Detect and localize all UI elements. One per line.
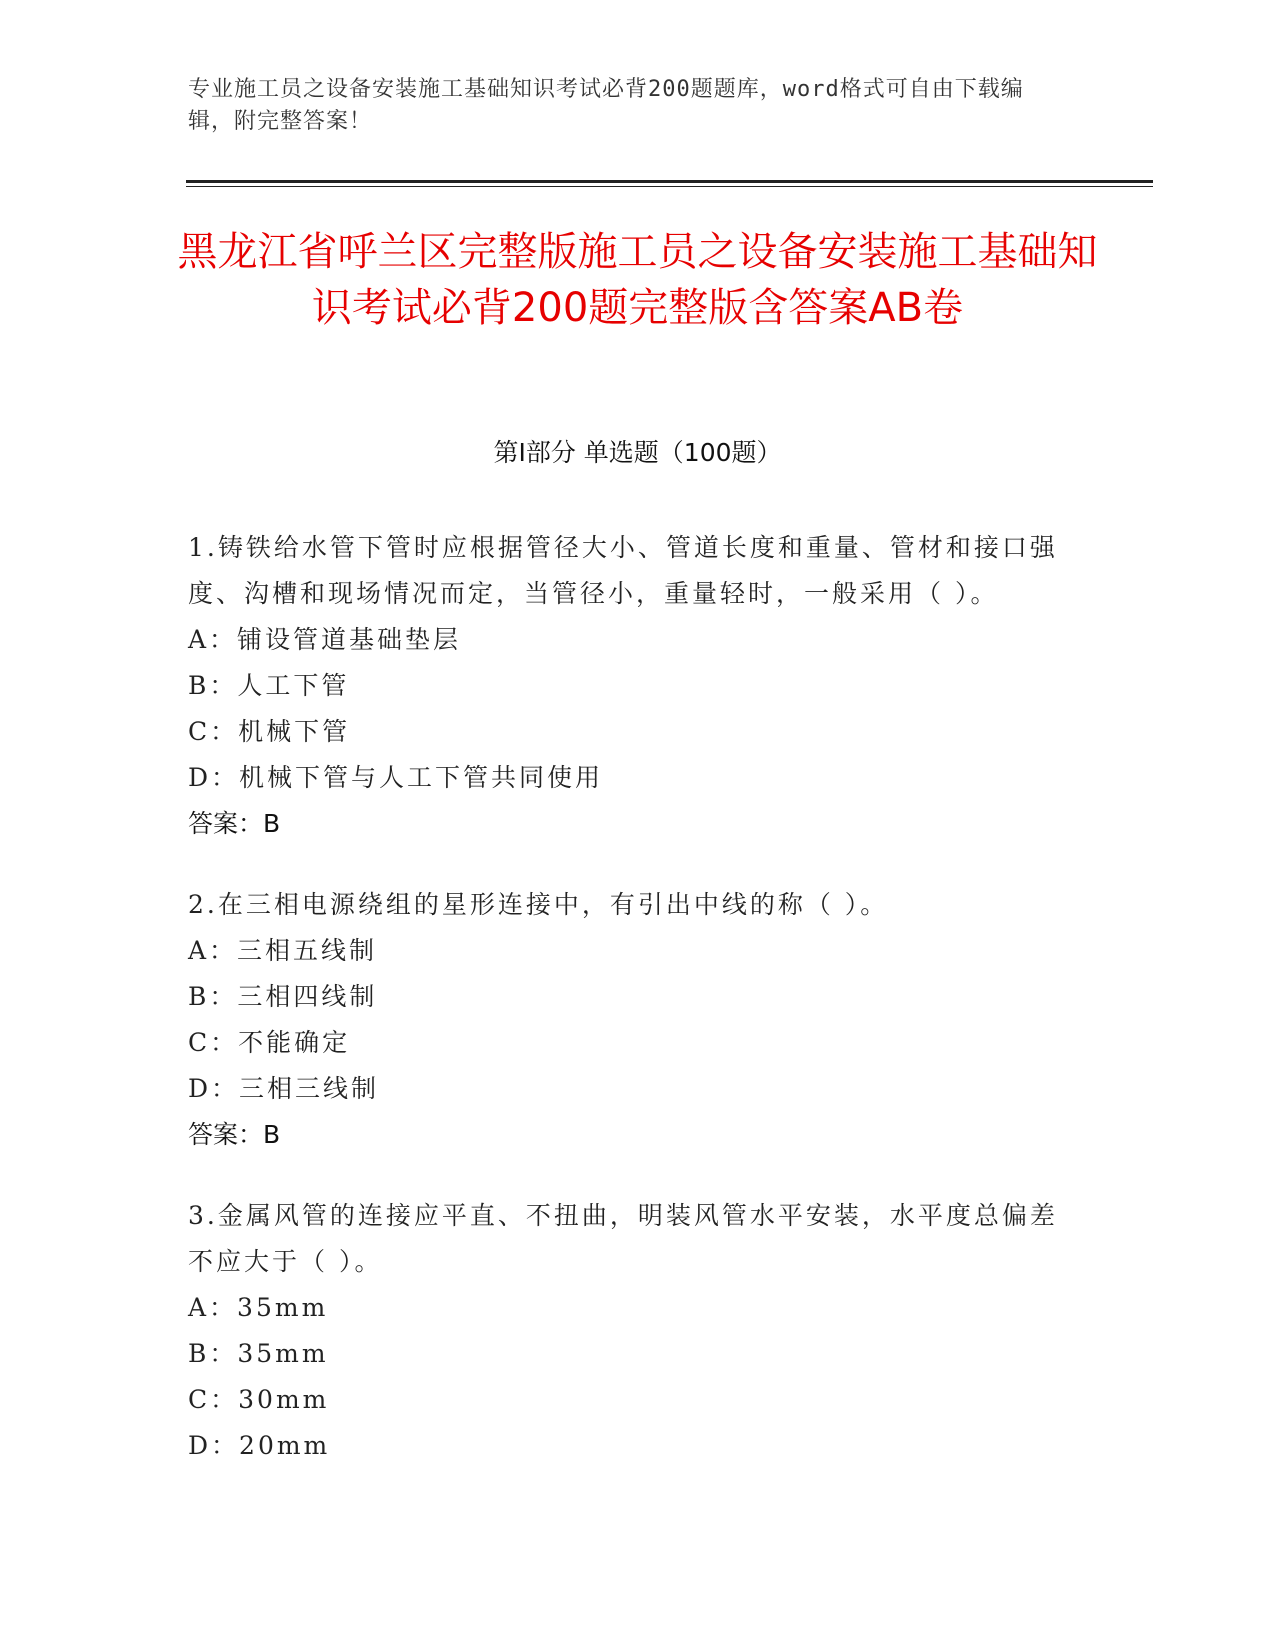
answer: 答案：B	[188, 1120, 281, 1149]
option-d: D：机械下管与人工下管共同使用	[188, 763, 604, 792]
option-b: B：35mm	[188, 1339, 329, 1368]
question-list	[188, 525, 1068, 1504]
option-a: A：三相五线制	[188, 936, 378, 965]
answer: 答案：B	[188, 809, 281, 838]
option-b: B：人工下管	[188, 671, 350, 700]
option-a: A：铺设管道基础垫层	[188, 625, 462, 654]
section-heading: 第I部分 单选题（100题）	[493, 438, 782, 467]
header-divider-thin	[186, 186, 1153, 187]
header-divider-thick	[186, 180, 1153, 183]
option-c: C：机械下管	[188, 717, 351, 746]
option-d: D：20mm	[188, 1431, 331, 1460]
document-title: 黑龙江省呼兰区完整版施工员之设备安装施工基础知识考试必背200题完整版含答案AB卷	[177, 229, 1098, 331]
option-a: A：35mm	[188, 1293, 329, 1322]
option-d: D：三相三线制	[188, 1074, 380, 1103]
question-stem: 3.金属风管的连接应平直、不扭曲，明装风管水平安装，水平度总偏差不应大于（ ）。	[188, 1201, 1058, 1276]
question-1	[188, 525, 1068, 847]
question-3	[188, 1193, 1068, 1469]
option-c: C：30mm	[188, 1385, 330, 1414]
header-note: 专业施工员之设备安装施工基础知识考试必背200题题库，word格式可自由下载编辑，附完整答案！	[188, 77, 1024, 134]
option-c: C：不能确定	[188, 1028, 351, 1057]
question-stem: 1.铸铁给水管下管时应根据管径大小、管道长度和重量、管材和接口强度、沟槽和现场情况而定，当管径小，重量轻时，一般采用（ ）。	[188, 533, 1058, 608]
question-2	[188, 882, 1068, 1158]
option-b: B：三相四线制	[188, 982, 378, 1011]
question-stem: 2.在三相电源绕组的星形连接中，有引出中线的称（ ）。	[188, 890, 889, 919]
